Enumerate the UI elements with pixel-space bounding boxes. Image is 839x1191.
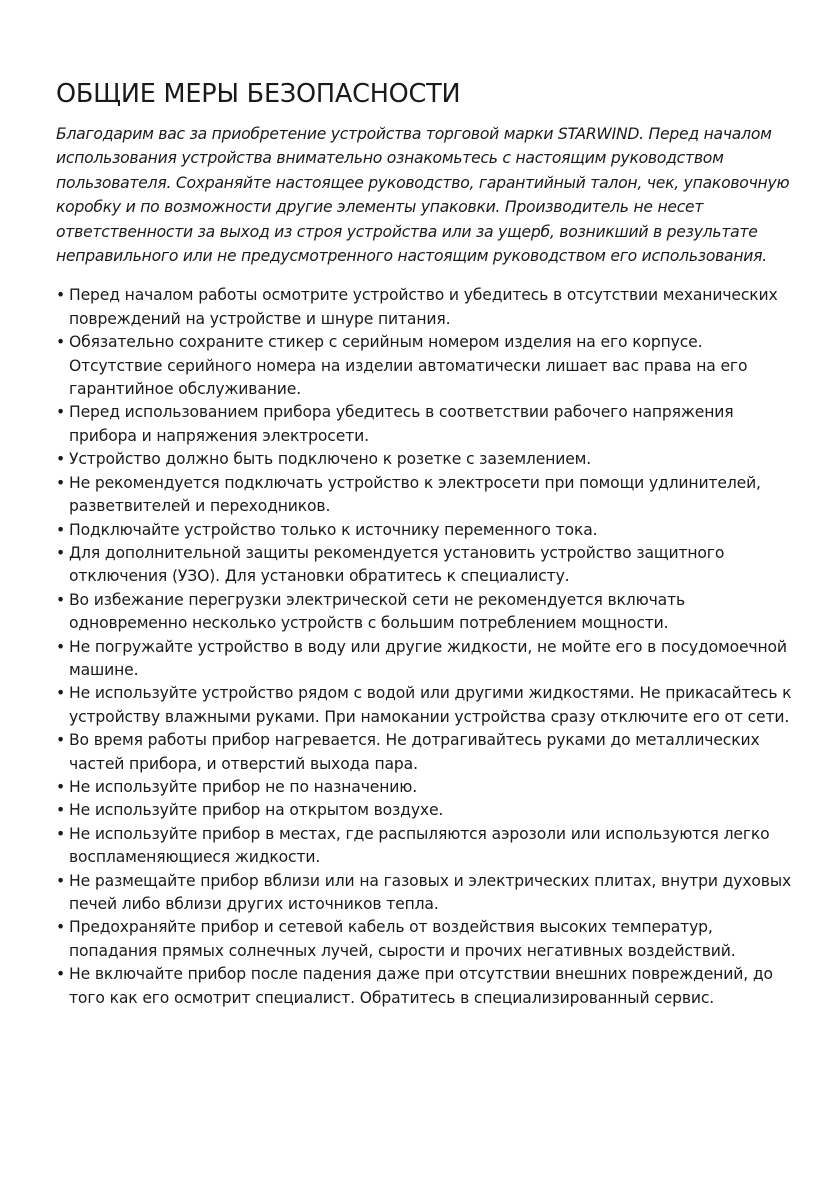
intro-paragraph: Благодарим вас за приобретение устройства торговой марки STARWIND. Перед началом использования устройства внимательно ознакомьтесь с настоящим руководством пользователя. Сохраняйте настоящее руководство, гарантийный талон, чек, упаковочную коробку и по возможности другие элементы упаковки. Производитель не несет ответственности за выход из строя устройства или за ущерб, возникший в результате неправильного или не предусмотренного настоящим руководством его использования. [56,125,790,266]
bullet-icon: • [56,801,66,820]
bullet-icon: • [56,450,66,469]
bullet-icon: • [56,731,66,750]
bullet-icon: • [56,403,66,422]
bullet-icon: • [56,637,66,656]
list-item [56,729,796,776]
list-item-text: Не используйте прибор в местах, где распыляются аэрозоли или используются легко воспламеняющиеся жидкости. [69,824,770,867]
list-item [56,916,796,963]
list-item-text: Не размещайте прибор вблизи или на газовых и электрических плитах, внутри духовых печей либо вблизи других источников тепла. [69,871,792,913]
page-title: ОБЩИЕ МЕРЫ БЕЗОПАСНОСТИ [56,79,461,109]
list-item [56,799,796,822]
list-item-text: Перед использованием прибора убедитесь в соответствии рабочего напряжения прибора и напряжения электросети. [69,403,734,445]
list-item-text: Не рекомендуется подключать устройство к электросети при помощи удлинителей, разветвителей и переходников. [69,473,761,516]
list-item [56,331,796,401]
list-item [56,284,796,331]
list-item-text: Обязательно сохраните стикер с серийным номером изделия на его корпусе. Отсутствие серийного номера на изделии автоматически лишает вас права на его гарантийное обслуживание. [69,333,748,399]
list-item-text: Во избежание перегрузки электрической сети не рекомендуется включать одновременно несколько устройств с большим потреблением мощности. [69,590,686,633]
list-item [56,963,796,1010]
bullet-icon: • [56,333,66,352]
bullet-icon: • [56,286,66,305]
list-item [56,870,796,917]
list-item [56,682,796,729]
list-item-text: Не используйте прибор не по назначению. [69,777,418,796]
list-item-text: Не погружайте устройство в воду или другие жидкости, не мойте его в посудомоечной машине. [69,637,787,679]
safety-list [56,284,796,1010]
list-item-text: Перед началом работы осмотрите устройство и убедитесь в отсутствии механических повреждений на устройстве и шнуре питания. [69,286,778,328]
bullet-icon: • [56,543,66,562]
bullet-icon: • [56,473,66,492]
document-page [56,76,796,1010]
list-item-text: Предохраняйте прибор и сетевой кабель от воздействия высоких температур, попадания прямых солнечных лучей, сырости и прочих негативных воздействий. [69,918,736,960]
bullet-icon: • [56,684,66,703]
list-item [56,589,796,636]
bullet-icon: • [56,871,66,890]
bullet-icon: • [56,520,66,539]
list-item-text: Не включайте прибор после падения даже при отсутствии внешних повреждений, до того как его осмотрит специалист. Обратитесь в специализированный сервис. [69,965,773,1007]
list-item [56,401,796,448]
list-item [56,472,796,519]
list-item [56,823,796,870]
list-item [56,776,796,799]
list-item-text: Для дополнительной защиты рекомендуется установить устройство защитного отключения (УЗО). Для установки обратитесь к специалисту. [69,543,725,586]
list-item [56,519,796,542]
list-item [56,448,796,471]
list-item [56,636,796,683]
bullet-icon: • [56,824,66,843]
bullet-icon: • [56,965,66,984]
bullet-icon: • [56,918,66,937]
list-item-text: Не используйте устройство рядом с водой или другими жидкостями. Не прикасайтесь к устройству влажными руками. При намокании устройства сразу отключите его от сети. [69,684,792,726]
bullet-icon: • [56,777,66,796]
list-item [56,542,796,589]
list-item-text: Устройство должно быть подключено к розетке с заземлением. [69,450,592,469]
list-item-text: Во время работы прибор нагревается. Не дотрагивайтесь руками до металлических частей прибора, и отверстий выхода пара. [69,731,760,773]
list-item-text: Не используйте прибор на открытом воздухе. [69,801,444,820]
bullet-icon: • [56,590,66,609]
list-item-text: Подключайте устройство только к источнику переменного тока. [69,520,598,539]
